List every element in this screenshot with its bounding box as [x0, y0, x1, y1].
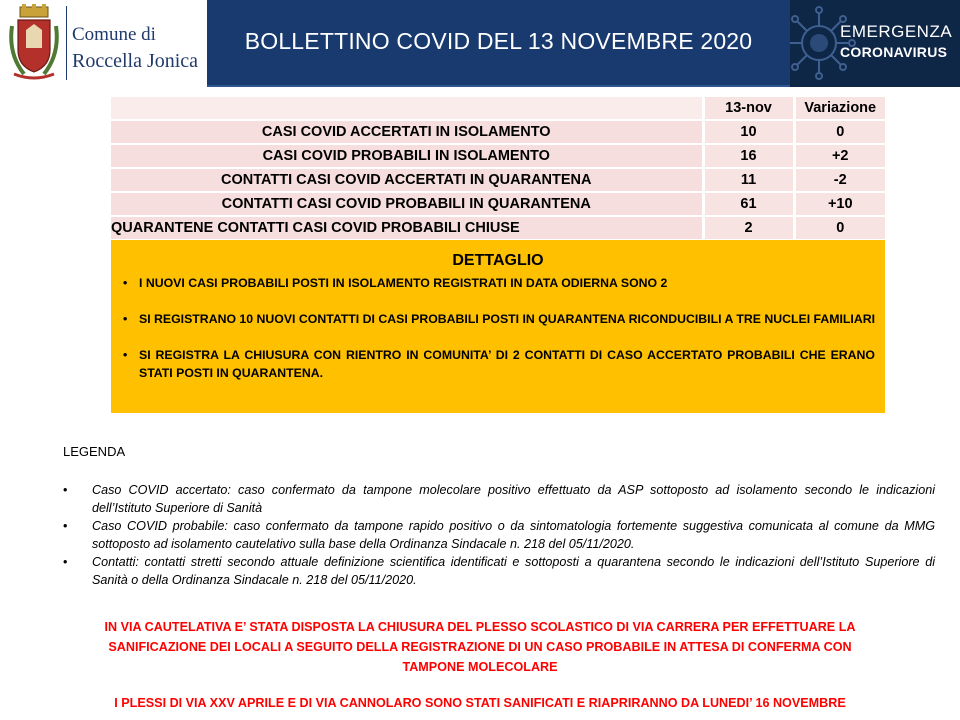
row-change: 0 — [794, 120, 885, 144]
covid-data-table — [111, 97, 885, 241]
row-value: 16 — [703, 144, 794, 168]
table-row — [111, 168, 885, 192]
legend-title: LEGENDA — [63, 444, 126, 459]
bullet-icon: • — [63, 555, 68, 569]
legend-item-text: Contatti: contatti stretti secondo attuale definizione scientifica identificati e sottoposti a quarantena secondo le indicazioni dell’Istituto Superiore di Sanità o della Ordinanza Sindacale n. 218 del 05/11/2020. — [92, 555, 935, 587]
table-header-row — [111, 97, 885, 120]
row-label: CONTATTI CASI COVID ACCERTATI IN QUARANTENA — [111, 168, 703, 192]
coronavirus-label: CORONAVIRUS — [840, 44, 948, 60]
bullet-icon: • — [123, 276, 128, 290]
legend-item-text: Caso COVID probabile: caso confermato da tampone rapido positivo o da sintomatologia fortemente suggestiva comunicata al comune da MMG sottoposto ad isolamento cautelativo sulla base della Ordinanza Sindacale n. 218 del 05/11/2020. — [92, 519, 935, 551]
emergency-badge — [790, 0, 960, 87]
list-item — [63, 517, 935, 553]
column-header-date: 13-nov — [703, 97, 794, 120]
row-label: CONTATTI CASI COVID PROBABILI IN QUARANTENA — [111, 192, 703, 216]
row-value: 2 — [703, 216, 794, 240]
school-closure-notice: IN VIA CAUTELATIVA E’ STATA DISPOSTA LA CHIUSURA DEL PLESSO SCOLASTICO DI VIA CARRERA PER EFFETTUARE LA SANIFICAZIONE DEI LOCALI A SEGUITO DELLA REGISTRAZIONE DI UN CASO PROBABILE IN ATTESA DI CONFERMA CON TAMPONE MOLECOLARE — [104, 620, 856, 674]
row-label: CASI COVID PROBABILI IN ISOLAMENTO — [111, 144, 703, 168]
row-value: 11 — [703, 168, 794, 192]
detail-item-text: I NUOVI CASI PROBABILI POSTI IN ISOLAMENTO REGISTRATI IN DATA ODIERNA SONO 2 — [139, 276, 668, 290]
municipality-logo — [0, 0, 205, 87]
comune-name: Roccella Jonica — [72, 50, 199, 72]
emergency-label: EMERGENZA — [840, 22, 953, 41]
table-header-blank — [111, 97, 703, 120]
detail-box — [111, 240, 885, 413]
title-banner — [207, 0, 790, 87]
list-item — [63, 481, 935, 517]
page-title: BOLLETTINO COVID DEL 13 NOVEMBRE 2020 — [244, 28, 753, 54]
list-item — [63, 553, 935, 589]
table-row — [111, 216, 885, 240]
row-value: 10 — [703, 120, 794, 144]
row-change: +10 — [794, 192, 885, 216]
detail-title: DETTAGLIO — [452, 252, 544, 269]
bullet-icon: • — [63, 519, 68, 533]
table-row — [111, 144, 885, 168]
detail-list — [121, 274, 875, 400]
coronavirus-icon — [790, 4, 858, 82]
column-header-variation: Variazione — [794, 97, 885, 120]
table-row — [111, 120, 885, 144]
row-label: CASI COVID ACCERTATI IN ISOLAMENTO — [111, 120, 703, 144]
comune-prefix: Comune di — [72, 24, 156, 45]
row-change: +2 — [794, 144, 885, 168]
list-item — [121, 346, 875, 382]
legend-list — [63, 481, 935, 589]
row-value: 61 — [703, 192, 794, 216]
municipal-crest-icon — [6, 4, 62, 82]
list-item — [121, 274, 875, 292]
row-label: QUARANTENE CONTATTI CASI COVID PROBABILI CHIUSE — [111, 216, 703, 240]
row-change: -2 — [794, 168, 885, 192]
table-row — [111, 192, 885, 216]
logo-divider — [66, 6, 67, 80]
row-change: 0 — [794, 216, 885, 240]
bullet-icon: • — [123, 348, 128, 362]
detail-item-text: SI REGISTRA LA CHIUSURA CON RIENTRO IN COMUNITA’ DI 2 CONTATTI DI CASO ACCERTATO PROBABILI CHE ERANO STATI POSTI IN QUARANTENA. — [139, 348, 875, 380]
bullet-icon: • — [123, 312, 128, 326]
bullet-icon: • — [63, 483, 68, 497]
school-reopening-notice: I PLESSI DI VIA XXV APRILE E DI VIA CANNOLARO SONO STATI SANIFICATI E RIAPRIRANNO DA LUNEDI’ 16 NOVEMBRE — [114, 696, 846, 710]
list-item — [121, 310, 875, 328]
detail-item-text: SI REGISTRANO 10 NUOVI CONTATTI DI CASI PROBABILI POSTI IN QUARANTENA RICONDUCIBILI A TRE NUCLEI FAMILIARI — [139, 312, 876, 326]
legend-item-text: Caso COVID accertato: caso confermato da tampone molecolare positivo effettuato da ASP sottoposto ad isolamento secondo le indicazioni dell’Istituto Superiore di Sanità — [92, 483, 935, 515]
